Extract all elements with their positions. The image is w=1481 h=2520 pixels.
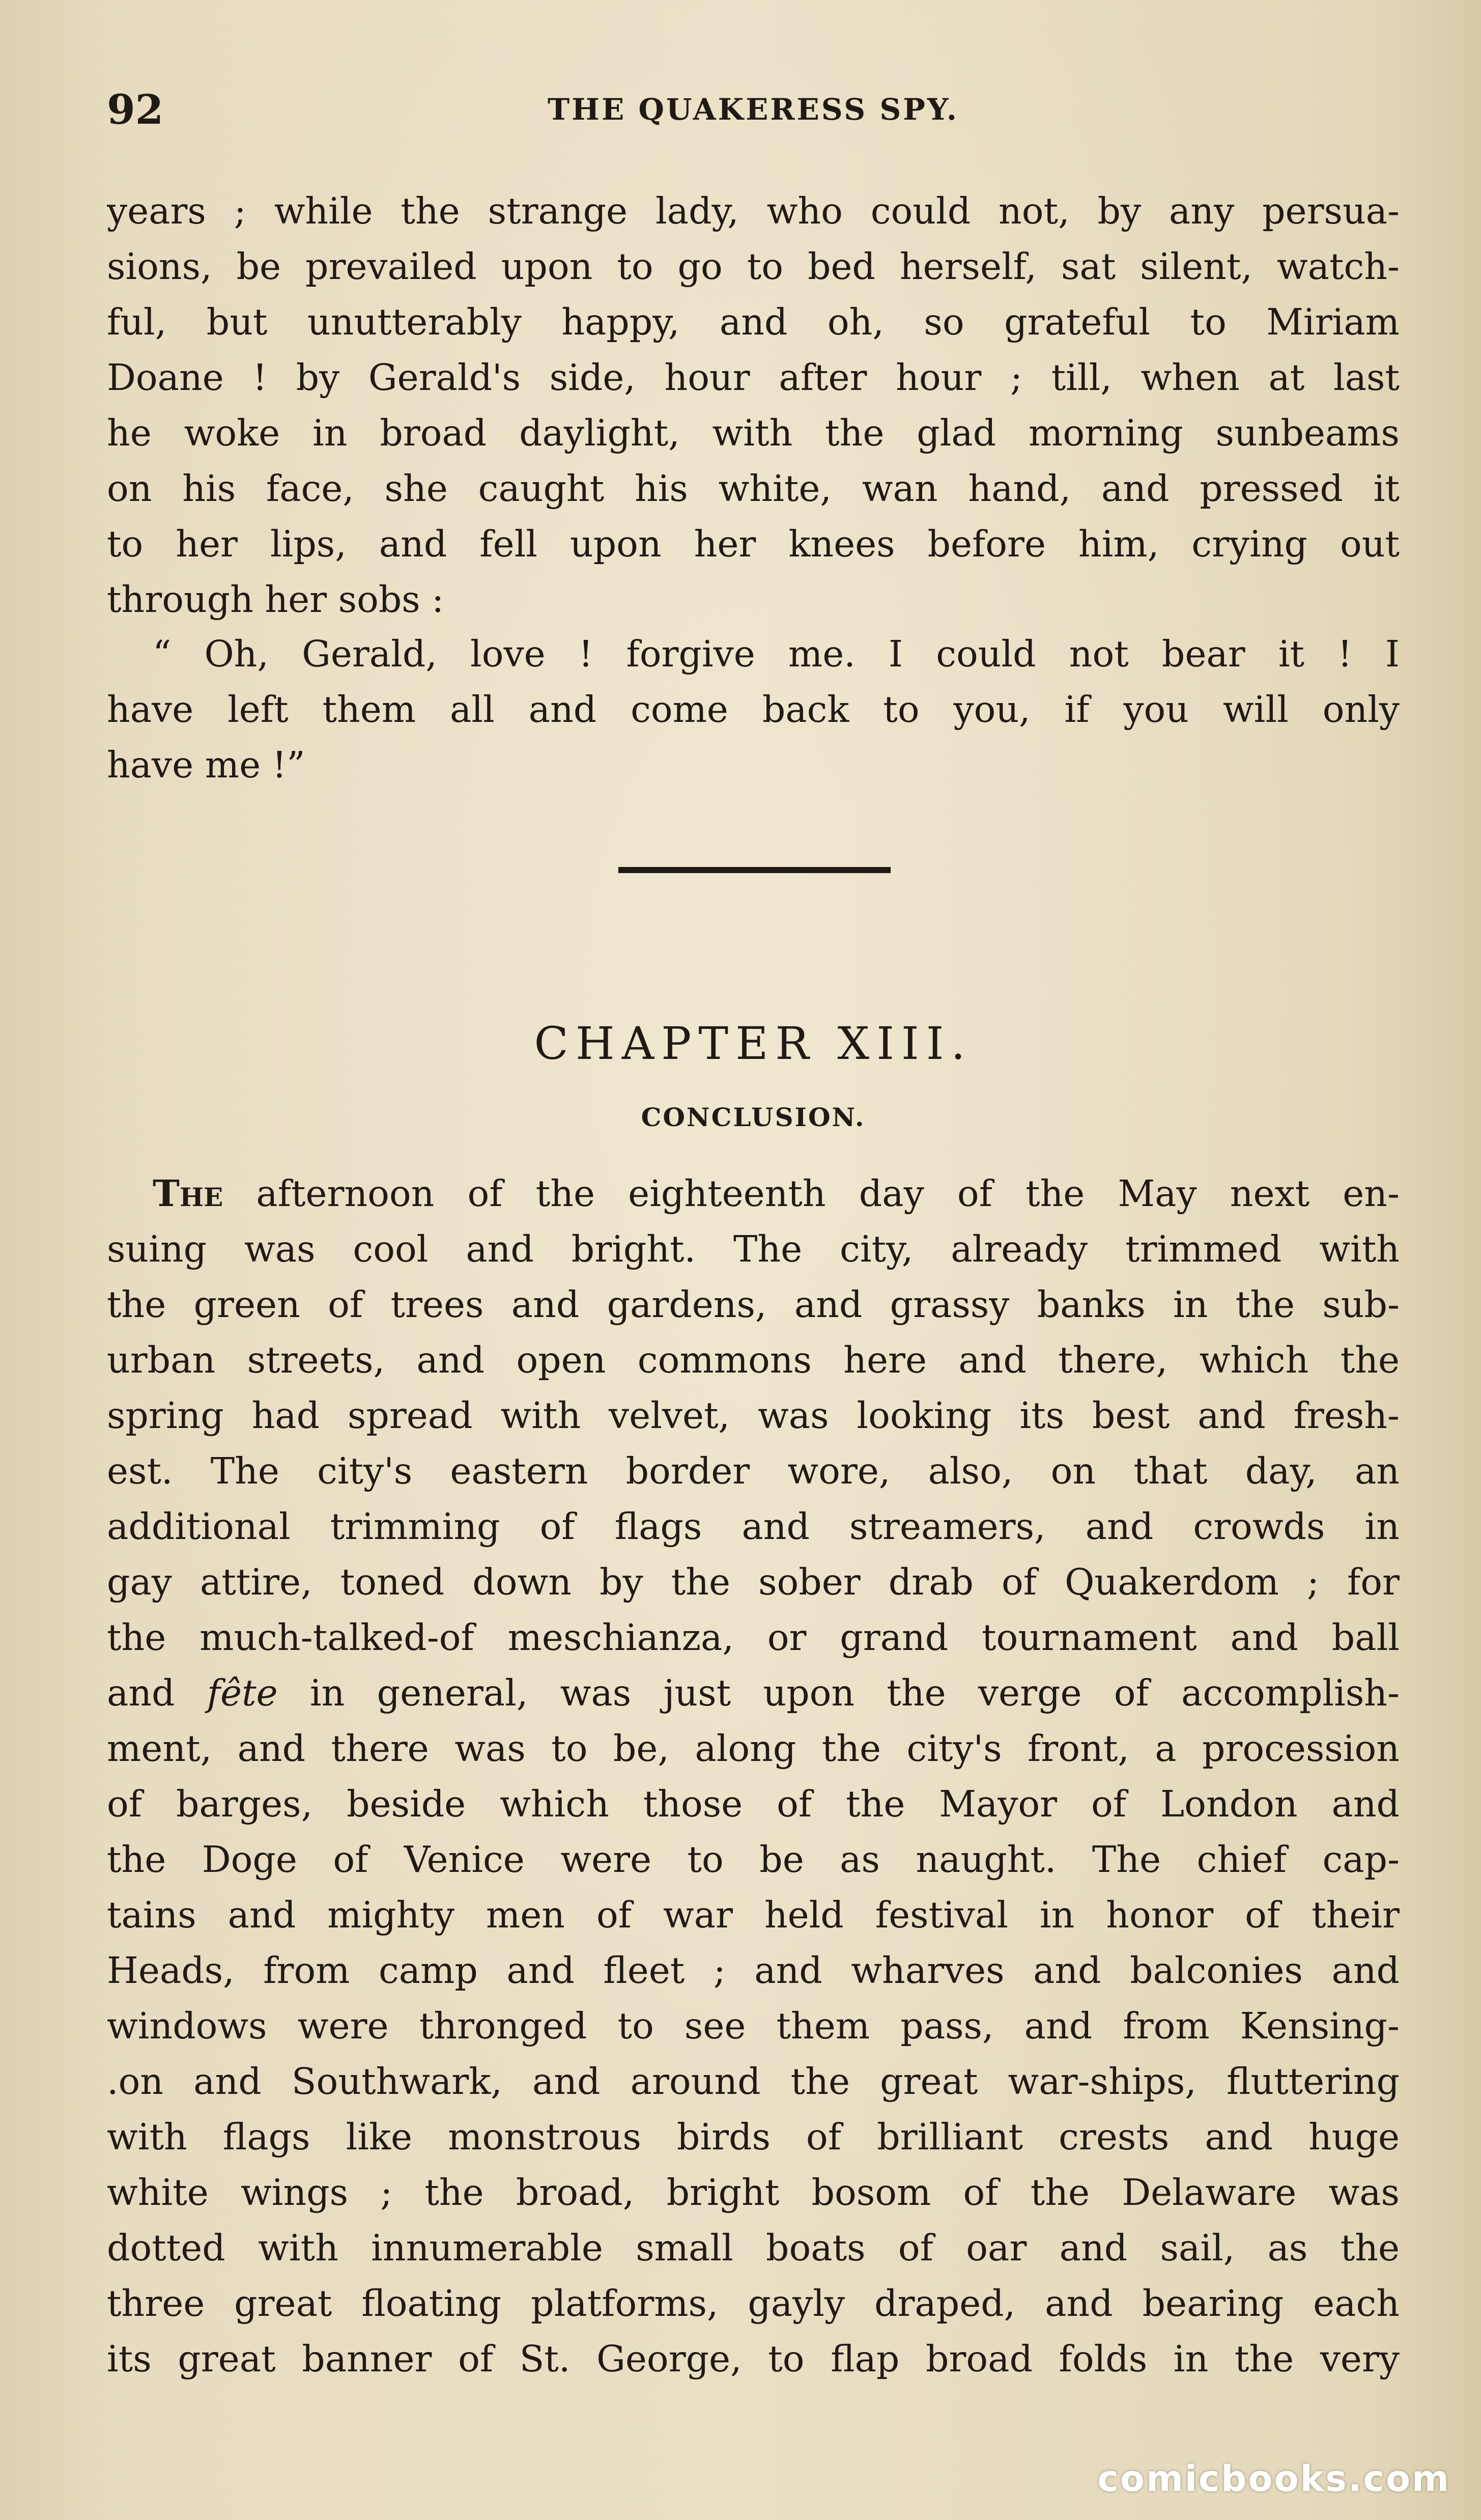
text-line: sions, be prevailed upon to go to bed herself, sat silent, watch- [107, 245, 1400, 288]
text-line: Doane ! by Gerald's side, hour after hour ; till, when at last [107, 356, 1400, 399]
text-line: its great banner of St. George, to flap broad folds in the very [107, 2338, 1400, 2380]
text-fragment: afternoon of the eighteenth day of the May next en- [223, 1172, 1400, 1215]
text-line: ment, and there was to be, along the city's front, a procession [107, 1727, 1400, 1770]
text-line: of barges, beside which those of the Mayor of London and [107, 1783, 1400, 1825]
text-line: have me !” [107, 744, 305, 786]
text-line: .on and Southwark, and around the great war-ships, fluttering [107, 2060, 1400, 2103]
text-line: through her sobs : [107, 578, 444, 621]
page-number: 92 [107, 86, 164, 133]
text-line [107, 1166, 1400, 1221]
chapter-subtitle: CONCLUSION. [641, 1102, 866, 1132]
text-line: with flags like monstrous birds of brilliant crests and huge [107, 2116, 1400, 2158]
text-line: dotted with innumerable small boats of oar and sail, as the [107, 2227, 1400, 2269]
text-fragment: and [107, 1672, 207, 1714]
text-line: the Doge of Venice were to be as naught. The chief cap- [107, 1838, 1400, 1881]
chapter-title: CHAPTER XIII. [534, 1017, 973, 1070]
site-watermark: comicbooks.com [1097, 2458, 1450, 2500]
text-line [107, 1665, 1400, 1721]
text-line: spring had spread with velvet, was looking its best and fresh- [107, 1394, 1400, 1437]
text-line: years ; while the strange lady, who could not, by any persua- [107, 190, 1400, 232]
text-line: gay attire, toned down by the sober drab of Quakerdom ; for [107, 1561, 1400, 1603]
opening-word: The [153, 1172, 223, 1215]
italic-word: fête [207, 1672, 278, 1714]
text-line: suing was cool and bright. The city, already trimmed with [107, 1228, 1400, 1270]
text-line: urban streets, and open commons here and there, which the [107, 1339, 1400, 1381]
text-fragment: in general, was just upon the verge of accomplish- [277, 1672, 1400, 1714]
page-header [107, 81, 1400, 137]
text-line: est. The city's eastern border wore, also, on that day, an [107, 1450, 1400, 1492]
text-line: tains and mighty men of war held festival in honor of their [107, 1894, 1400, 1936]
dialogue-paragraph [107, 626, 1400, 793]
text-line: additional trimming of flags and streamers, and crowds in [107, 1505, 1400, 1548]
paragraph-continuation [107, 183, 1400, 627]
text-line: “ Oh, Gerald, love ! forgive me. I could not bear it ! I [153, 633, 1400, 675]
text-line: the much-talked-of meschianza, or grand tournament and ball [107, 1616, 1400, 1659]
text-line: he woke in broad daylight, with the glad morning sunbeams [107, 412, 1400, 454]
text-line: have left them all and come back to you, if you will only [107, 688, 1400, 731]
section-divider-rule [618, 867, 891, 873]
text-line: three great floating platforms, gayly draped, and bearing each [107, 2282, 1400, 2325]
text-line: on his face, she caught his white, wan hand, and pressed it [107, 467, 1400, 510]
text-line: Heads, from camp and fleet ; and wharves and balconies and [107, 1949, 1400, 1992]
text-line: windows were thronged to see them pass, and from Kensing- [107, 2005, 1400, 2047]
text-line: white wings ; the broad, bright bosom of the Delaware was [107, 2171, 1400, 2214]
chapter-opening-paragraph [107, 1166, 1400, 2387]
text-line: the green of trees and gardens, and grassy banks in the sub- [107, 1283, 1400, 1326]
running-head: THE QUAKERESS SPY. [547, 92, 959, 127]
text-line: to her lips, and fell upon her knees before him, crying out [107, 523, 1400, 565]
text-line: ful, but unutterably happy, and oh, so grateful to Miriam [107, 301, 1400, 343]
